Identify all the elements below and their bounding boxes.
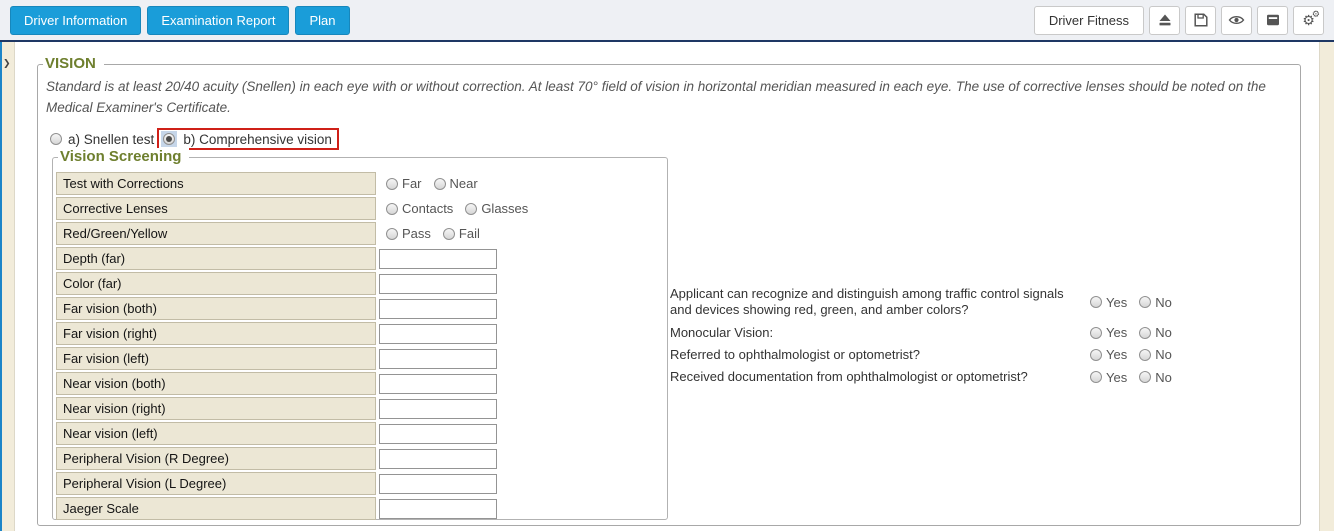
row-radio-options bbox=[379, 197, 528, 220]
radio-icon bbox=[1090, 327, 1102, 339]
row-text-input[interactable] bbox=[379, 374, 497, 394]
radio-option-label: Yes bbox=[1106, 294, 1128, 310]
radio-option-label: Near bbox=[449, 176, 478, 191]
radio-icon bbox=[386, 203, 398, 215]
table-row bbox=[56, 447, 664, 470]
question-options bbox=[1090, 295, 1172, 310]
row-label: Red/Green/Yellow bbox=[56, 222, 376, 245]
table-row bbox=[56, 472, 664, 495]
radio-option-label: Glasses bbox=[481, 201, 529, 216]
eject-icon bbox=[1157, 12, 1173, 28]
nav-button[interactable]: Examination Report bbox=[147, 6, 289, 35]
test-type-option-label: b) Comprehensive vision bbox=[183, 131, 332, 147]
question-label: Applicant can recognize and distinguish among traffic control signals and devices showing red, green, and amber colors? bbox=[670, 286, 1064, 318]
table-row bbox=[56, 272, 664, 295]
radio-icon bbox=[386, 228, 398, 240]
row-text-control bbox=[379, 247, 497, 270]
radio-icon bbox=[1090, 296, 1102, 308]
gear-icon: ⚙ bbox=[1302, 12, 1315, 28]
vision-screening-rows bbox=[56, 172, 664, 522]
row-text-input[interactable] bbox=[379, 424, 497, 444]
row-text-control bbox=[379, 372, 497, 395]
radio-option[interactable] bbox=[386, 176, 422, 191]
radio-option-label: Yes bbox=[1106, 347, 1128, 363]
row-label: Near vision (right) bbox=[56, 397, 376, 420]
row-label: Near vision (both) bbox=[56, 372, 376, 395]
table-row bbox=[56, 497, 664, 520]
row-text-input[interactable] bbox=[379, 274, 497, 294]
row-text-control bbox=[379, 497, 497, 520]
test-type-option bbox=[157, 128, 339, 150]
row-label: Far vision (right) bbox=[56, 322, 376, 345]
radio-icon bbox=[1139, 371, 1151, 383]
question-label: Received documentation from ophthalmologist or optometrist? bbox=[670, 369, 1028, 384]
question-options bbox=[1090, 347, 1172, 362]
row-radio-options bbox=[379, 222, 480, 245]
radio-option[interactable] bbox=[1139, 347, 1172, 362]
table-row bbox=[56, 347, 664, 370]
radio-option[interactable] bbox=[1139, 325, 1172, 340]
question-label: Monocular Vision: bbox=[670, 324, 774, 340]
row-text-input[interactable] bbox=[379, 299, 497, 319]
vision-questions bbox=[670, 286, 1180, 391]
save-icon bbox=[1193, 12, 1209, 28]
radio-option[interactable] bbox=[1139, 370, 1172, 385]
radio-option[interactable] bbox=[1090, 295, 1127, 310]
row-text-control bbox=[379, 272, 497, 295]
radio-icon bbox=[1090, 371, 1102, 383]
radio-button[interactable] bbox=[161, 131, 177, 147]
toolbar bbox=[0, 0, 1334, 42]
archive-icon bbox=[1265, 12, 1281, 28]
toolbar-actions bbox=[1034, 6, 1324, 35]
row-label: Corrective Lenses bbox=[56, 197, 376, 220]
row-radio-options bbox=[379, 172, 478, 195]
row-text-input[interactable] bbox=[379, 499, 497, 519]
table-row bbox=[56, 222, 664, 245]
vision-screening-title: Vision Screening bbox=[58, 148, 189, 165]
radio-icon bbox=[386, 178, 398, 190]
vision-test-type-options bbox=[50, 128, 339, 150]
question-row bbox=[670, 325, 1180, 341]
table-row bbox=[56, 197, 664, 220]
radio-option[interactable] bbox=[465, 201, 528, 216]
question-options bbox=[1090, 370, 1172, 385]
vision-screening-section bbox=[52, 148, 668, 520]
radio-option[interactable] bbox=[1090, 325, 1127, 340]
radio-option[interactable] bbox=[1090, 347, 1127, 362]
row-label: Far vision (left) bbox=[56, 347, 376, 370]
row-label: Near vision (left) bbox=[56, 422, 376, 445]
radio-option-label: Fail bbox=[458, 226, 480, 241]
row-text-control bbox=[379, 422, 497, 445]
radio-icon bbox=[1139, 296, 1151, 308]
row-label: Color (far) bbox=[56, 272, 376, 295]
row-label: Jaeger Scale bbox=[56, 497, 376, 520]
question-row bbox=[670, 369, 1180, 385]
row-text-control bbox=[379, 347, 497, 370]
radio-option-label: Far bbox=[402, 176, 422, 191]
test-type-option-label: a) Snellen test bbox=[68, 131, 155, 147]
row-text-input[interactable] bbox=[379, 324, 497, 344]
radio-icon bbox=[434, 178, 446, 190]
radio-option-label: Yes bbox=[1106, 369, 1128, 385]
radio-option[interactable] bbox=[386, 226, 431, 241]
radio-option[interactable] bbox=[1090, 370, 1127, 385]
radio-option[interactable] bbox=[1139, 295, 1172, 310]
save-button[interactable] bbox=[1185, 6, 1216, 35]
radio-icon bbox=[1139, 327, 1151, 339]
table-row bbox=[56, 172, 664, 195]
panel-expander-chevron-icon[interactable]: ❯ bbox=[3, 58, 11, 68]
row-text-control bbox=[379, 297, 497, 320]
vision-section-title: VISION bbox=[43, 55, 104, 72]
row-text-input[interactable] bbox=[379, 474, 497, 494]
row-text-control bbox=[379, 397, 497, 420]
row-text-control bbox=[379, 447, 497, 470]
left-edge-accent bbox=[0, 42, 2, 531]
radio-option-label: No bbox=[1155, 325, 1172, 341]
eye-icon bbox=[1228, 12, 1245, 28]
radio-option-label: Yes bbox=[1106, 325, 1128, 341]
gear-small-icon: ⚙ bbox=[1311, 8, 1320, 19]
radio-button[interactable] bbox=[50, 133, 62, 145]
radio-option-label: Contacts bbox=[402, 201, 454, 216]
radio-icon bbox=[50, 133, 62, 145]
preview-button[interactable] bbox=[1221, 6, 1252, 35]
row-text-control bbox=[379, 472, 497, 495]
table-row bbox=[56, 247, 664, 270]
question-row bbox=[670, 286, 1180, 319]
table-row bbox=[56, 372, 664, 395]
radio-icon bbox=[465, 203, 477, 215]
row-text-input[interactable] bbox=[379, 399, 497, 419]
table-row bbox=[56, 322, 664, 345]
eject-button[interactable] bbox=[1149, 6, 1180, 35]
radio-icon bbox=[1139, 349, 1151, 361]
test-type-option bbox=[50, 132, 154, 147]
row-text-input[interactable] bbox=[379, 249, 497, 269]
radio-icon bbox=[1090, 349, 1102, 361]
question-options bbox=[1090, 325, 1172, 340]
radio-option[interactable] bbox=[443, 226, 480, 241]
table-row bbox=[56, 397, 664, 420]
radio-option-label: No bbox=[1155, 294, 1172, 310]
question-label: Referred to ophthalmologist or optometrist? bbox=[670, 346, 921, 362]
toolbar-nav bbox=[10, 6, 350, 35]
radio-option[interactable] bbox=[434, 176, 478, 191]
radio-icon bbox=[163, 133, 175, 145]
radio-icon bbox=[443, 228, 455, 240]
table-row bbox=[56, 297, 664, 320]
row-label: Peripheral Vision (R Degree) bbox=[56, 447, 376, 470]
row-text-control bbox=[379, 322, 497, 345]
nav-button[interactable]: Plan bbox=[295, 6, 349, 35]
vision-standard-description: Standard is at least 20/40 acuity (Snellen) in each eye with or without correction. At least 70° field of vision in horizontal meridian measured in each eye. The use of corrective lenses should be noted on the Medical Examiner's Certificate. bbox=[46, 79, 1266, 115]
nav-button[interactable]: Driver Information bbox=[10, 6, 141, 35]
row-label: Test with Corrections bbox=[56, 172, 376, 195]
radio-option[interactable] bbox=[386, 201, 453, 216]
row-label: Far vision (both) bbox=[56, 297, 376, 320]
row-label: Peripheral Vision (L Degree) bbox=[56, 472, 376, 495]
radio-option-label: Pass bbox=[402, 226, 431, 241]
row-label: Depth (far) bbox=[56, 247, 376, 270]
radio-option-label: No bbox=[1155, 369, 1172, 385]
table-row bbox=[56, 422, 664, 445]
question-row bbox=[670, 347, 1180, 363]
settings-button[interactable] bbox=[1293, 6, 1324, 35]
archive-button[interactable] bbox=[1257, 6, 1288, 35]
driver-fitness-button[interactable]: Driver Fitness bbox=[1034, 6, 1144, 35]
row-text-input[interactable] bbox=[379, 449, 497, 469]
radio-option-label: No bbox=[1155, 347, 1172, 363]
row-text-input[interactable] bbox=[379, 349, 497, 369]
